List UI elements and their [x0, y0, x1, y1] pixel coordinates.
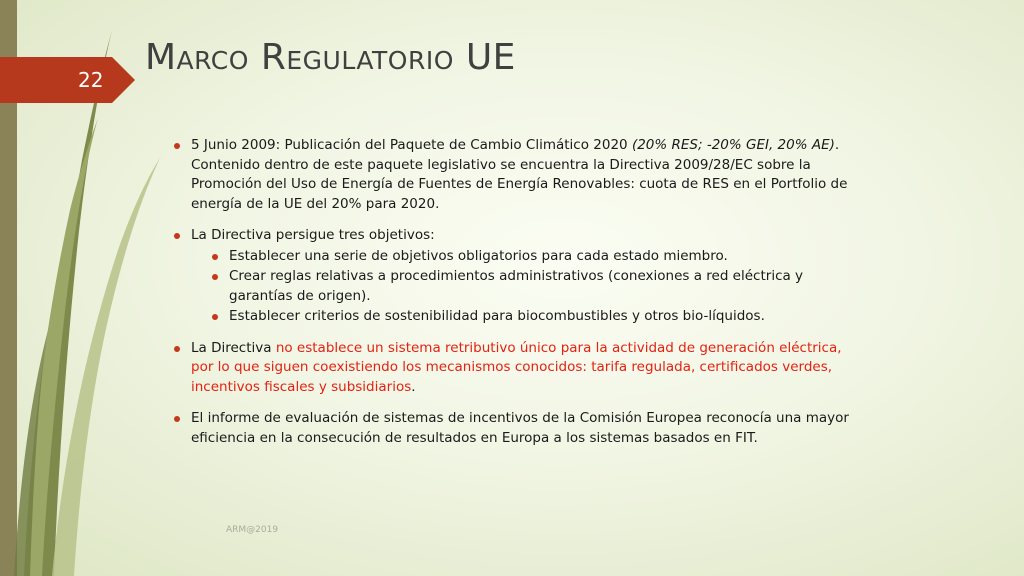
bullet-objetivos-directiva: [174, 226, 854, 327]
slide-number: 22: [78, 68, 104, 92]
bullet-text: La Directiva persigue tres objetivos:: [191, 227, 435, 243]
bullet-text-end: .: [411, 378, 416, 395]
bullet-informe-evaluacion: [174, 409, 854, 448]
slide-title: Marco Regulatorio UE: [145, 37, 516, 78]
bullet-text: 5 Junio 2009: Publicación del Paquete de Cambio Climático 2020: [191, 137, 632, 153]
sub-bullet-item: Crear reglas relativas a procedimientos administrativos (conexiones a red eléctrica y garantías de origen).: [212, 267, 854, 306]
bullet-text: La Directiva: [191, 339, 276, 356]
slide-content: [174, 136, 854, 460]
bullet-text-continued: . Contenido dentro de este paquete legislativo se encuentra la Directiva 2009/28/EC sobre la Promoción del Uso de Energía de Fuentes de Energía Renovables: cuota de RES en el Portfolio de energía de la UE del 20% para 2020.: [191, 137, 848, 212]
sub-bullet-item: Establecer una serie de objetivos obligatorios para cada estado miembro.: [212, 247, 854, 267]
slide-number-badge: [0, 57, 135, 103]
bullet-text: El informe de evaluación de sistemas de incentivos de la Comisión Europea reconocía una mayor eficiencia en la consecución de resultados en Europa a los sistemas basados en FIT.: [191, 410, 849, 446]
bullet-sistema-retributivo: [174, 339, 854, 398]
highlighted-red-text: no establece un sistema retributivo único para la actividad de generación eléctrica, por lo que siguen coexistiendo los mecanismos conocidos: tarifa regulada, certificados verdes, incentivos fiscales y subsidiarios: [191, 339, 842, 395]
bullet-italic-text: (20% RES; -20% GEI, 20% AE): [631, 137, 835, 153]
sub-bullet-list: [191, 247, 854, 327]
footer-text: ARM@2019: [226, 525, 279, 535]
sub-bullet-item: Establecer criterios de sostenibilidad para biocombustibles y otros bio-líquidos.: [212, 307, 854, 327]
bullet-paquete-cambio-climatico: [174, 136, 854, 214]
